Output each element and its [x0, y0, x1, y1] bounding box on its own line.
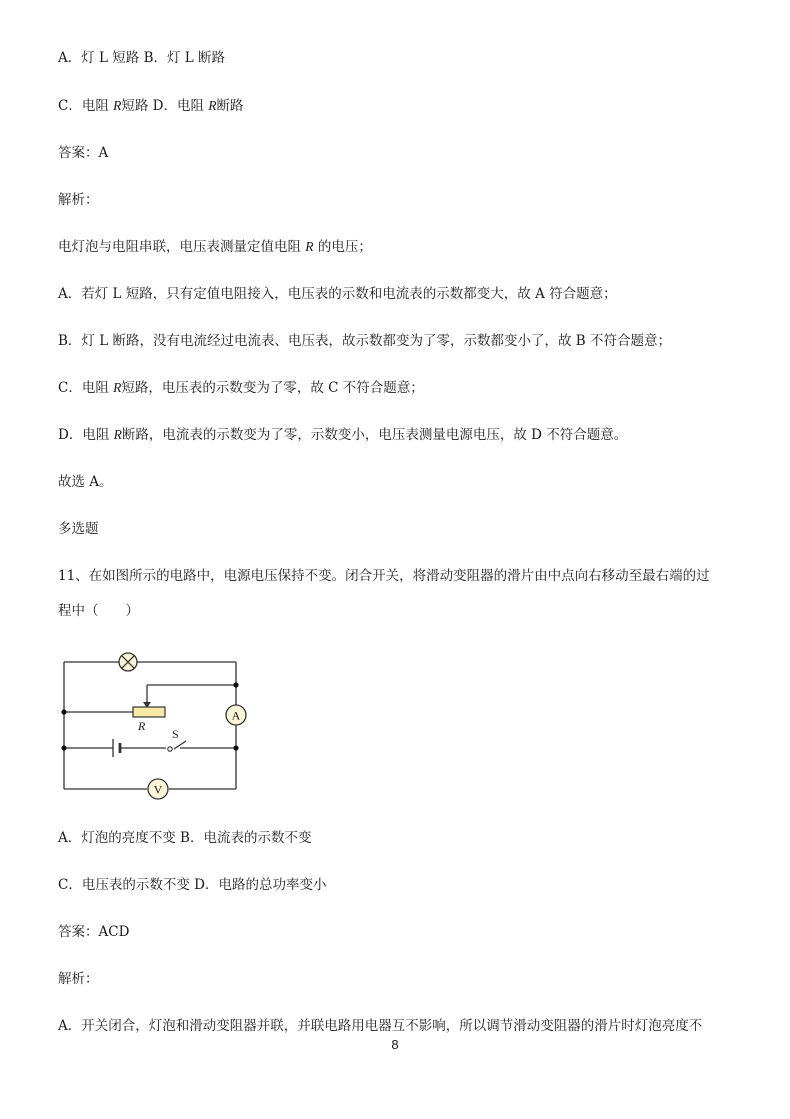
intro-suffix: 的电压； — [313, 239, 372, 255]
intro-prefix: 电灯泡与电阻串联，电压表测量定值电阻 — [58, 239, 306, 255]
ammeter-label: A — [231, 708, 241, 723]
q11-options-ab: A．灯泡的亮度不变 B．电流表的示数不变 — [58, 830, 312, 846]
q10-options-cd — [58, 96, 244, 116]
q11-explanation-a: A．开关闭合，灯泡和滑动变阻器并联，并联电路用电器互不影响，所以调节滑动变阻器的滑片时灯泡亮度不 — [58, 1018, 703, 1034]
q10-explanation-intro — [58, 237, 372, 257]
q10-explanation-a: A．若灯 L 短路，只有定值电阻接入，电压表的示数和电流表的示数都变大，故 A 符合题意； — [58, 286, 617, 302]
exp-d-suffix: 断路，电流表的示数变为了零，示数变小，电压表测量电源电压，故 D 不符合题意。 — [121, 427, 628, 443]
section-title: 多选题 — [58, 521, 99, 537]
q11-options-cd: C．电压表的示数不变 D．电路的总功率变小 — [58, 877, 327, 893]
lamp-symbol — [119, 653, 137, 671]
q10-explanation-d — [58, 425, 627, 445]
q10-options-ab: A．灯 L 短路 B．灯 L 断路 — [58, 50, 226, 66]
q10-explanation-b: B．灯 L 断路，没有电流经过电流表、电压表，故示数都变为了零，示数都变小了，故 B 不符合题意； — [58, 333, 671, 349]
q11-stem-line1: 11、在如图所示的电路中，电源电压保持不变。闭合开关，将滑动变阻器的滑片由中点向右移动至最右端的过 — [58, 568, 710, 584]
variable-r: R — [208, 98, 217, 113]
ammeter — [226, 705, 246, 725]
q10-analysis-label: 解析： — [58, 192, 99, 208]
voltmeter-label: V — [153, 782, 163, 797]
variable-r: R — [113, 427, 122, 442]
q11-analysis-label: 解析： — [58, 971, 99, 987]
q10-option-c-prefix: C．电阻 — [58, 98, 114, 114]
q11-answer: 答案：ACD — [58, 924, 130, 940]
q10-option-c-d-middle: 短路 D．电阻 — [121, 98, 209, 114]
variable-r: R — [305, 239, 314, 254]
junction-dot — [61, 709, 66, 714]
junction-dot — [233, 745, 238, 750]
q10-conclusion: 故选 A。 — [58, 474, 113, 490]
circuit-diagram — [58, 646, 258, 804]
q11-stem-line2: 程中（ ） — [58, 603, 139, 619]
exp-d-prefix: D．电阻 — [58, 427, 114, 443]
battery — [113, 739, 120, 757]
q10-option-d-suffix: 断路 — [216, 98, 244, 114]
rheostat-resistor — [133, 707, 165, 717]
q10-answer: 答案：A — [58, 145, 109, 161]
junction-dot — [233, 682, 238, 687]
switch-terminal — [168, 747, 172, 751]
page-number: 8 — [391, 1037, 399, 1052]
variable-r: R — [113, 380, 122, 395]
q10-explanation-c — [58, 378, 424, 398]
junction-dot — [61, 745, 66, 750]
exp-c-prefix: C．电阻 — [58, 380, 114, 396]
rheostat-label: R — [138, 719, 146, 733]
circuit-wires — [64, 662, 236, 789]
variable-r: R — [113, 98, 122, 113]
voltmeter — [148, 779, 168, 799]
exp-c-suffix: 短路，电压表的示数变为了零，故 C 不符合题意； — [121, 380, 424, 396]
switch-label: S — [172, 727, 179, 741]
